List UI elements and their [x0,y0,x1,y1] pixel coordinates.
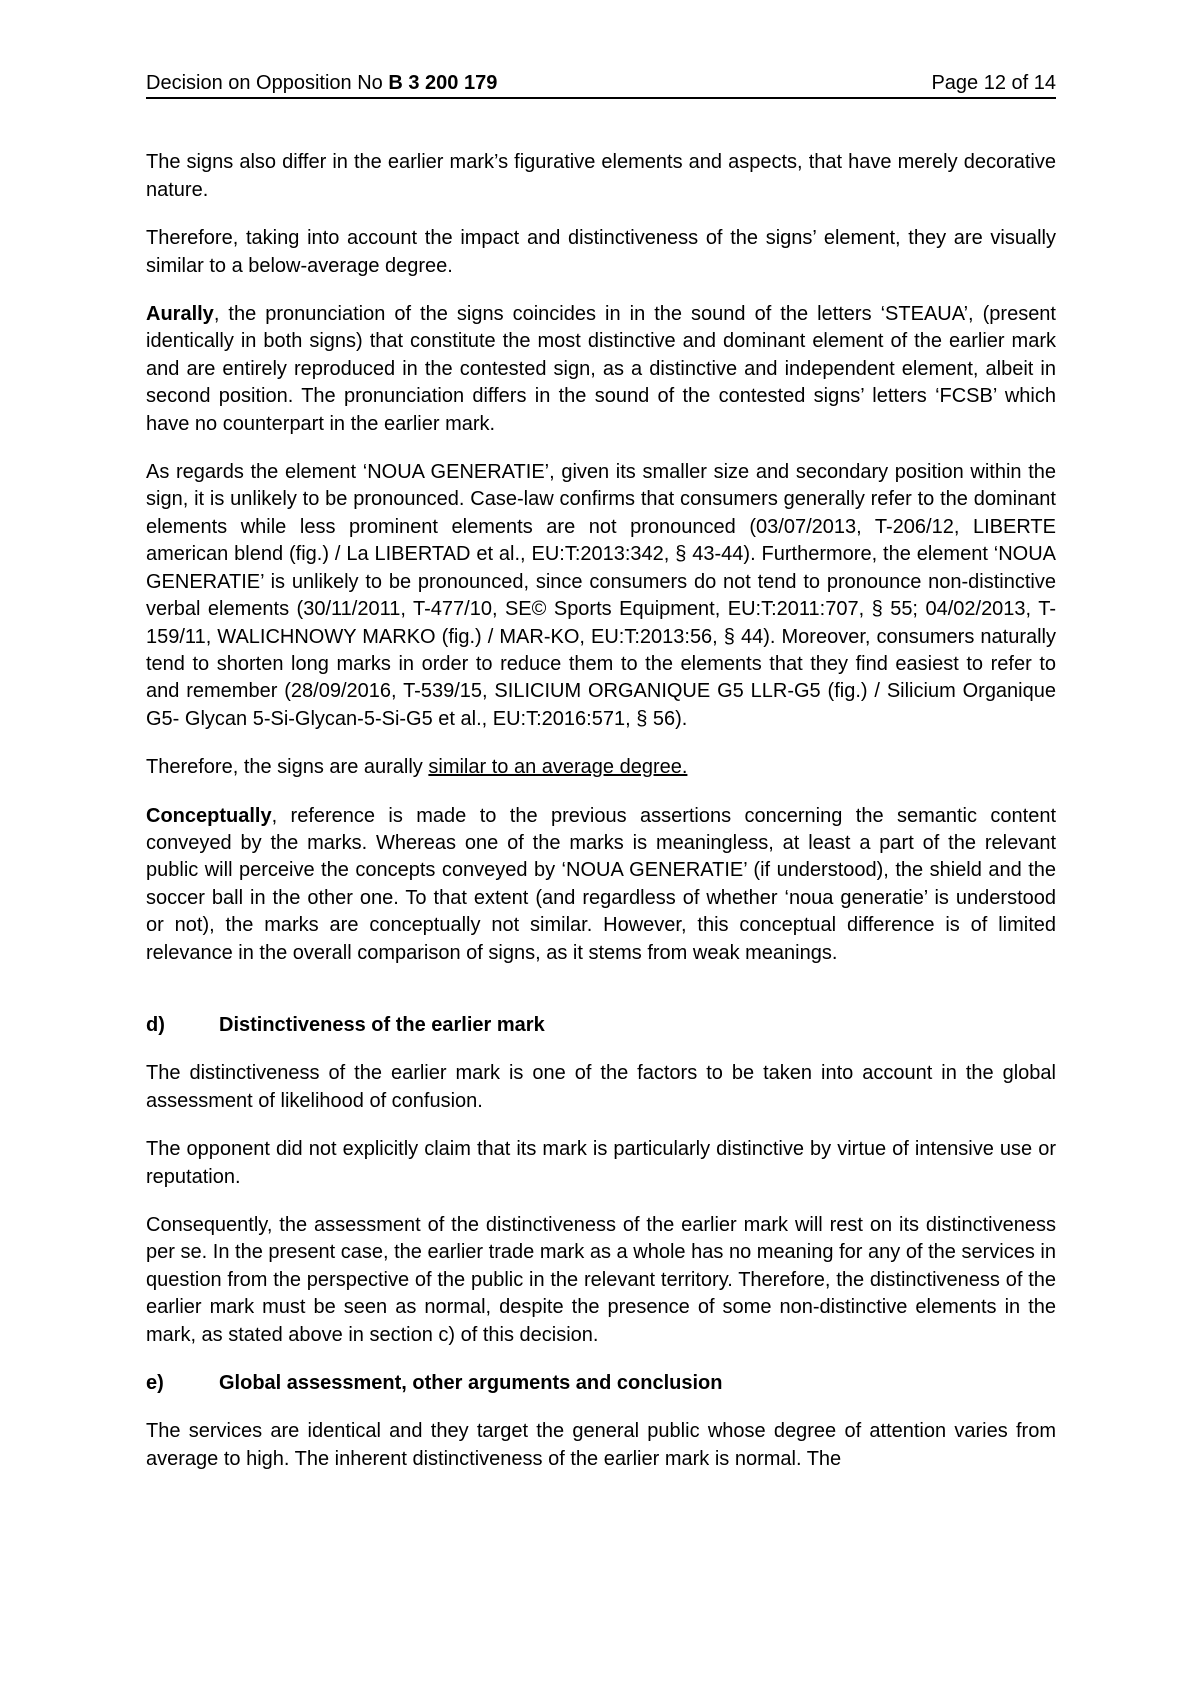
text-run: The signs also differ in the earlier mark’s figurative elements and aspects, that have merely decorative nature. [146,151,1056,201]
paragraph [146,301,1056,438]
header-page-indicator: Page 12 of 14 [931,72,1056,94]
document-body [146,149,1056,1473]
paragraph [146,1136,1056,1191]
section-title: Distinctiveness of the earlier mark [219,1013,545,1036]
paragraph [146,1212,1056,1349]
document-header [146,70,1056,99]
text-run: similar to an average degree. [428,756,688,779]
text-run: The opponent did not explicitly claim that its mark is particularly distinctive by virtue of intensive use or reputation. [146,1138,1056,1188]
text-run: Therefore, the signs are aurally [146,756,429,779]
text-run: The distinctiveness of the earlier mark is one of the factors to be taken into account in the global assessment of likelihood of confusion. [146,1062,1056,1112]
text-run: Aurally [146,303,214,326]
paragraph [146,149,1056,204]
section-label: d) [146,1013,165,1036]
header-title-prefix: Decision on Opposition No [146,72,389,94]
header-title [146,70,497,97]
section-title: Global assessment, other arguments and conclusion [219,1372,723,1395]
section-heading [146,1370,1056,1397]
paragraph [146,803,1056,967]
text-run: Therefore, taking into account the impact and distinctiveness of the signs’ element, they are visually similar to a below-average degree. [146,227,1056,277]
section-heading [146,1012,1056,1039]
paragraph [146,1060,1056,1115]
paragraph [146,459,1056,733]
section-label: e) [146,1372,164,1395]
paragraph [146,225,1056,280]
header-case-number: B 3 200 179 [388,72,498,94]
text-run: As regards the element ‘NOUA GENERATIE’, given its smaller size and secondary position within the sign, it is unlikely to be pronounced. Case-law confirms that consumers generally refer to the dominant elements while less prominent elements are not pronounced (03/07/2013, T-206/12, LIBERTE american blend (fig.) / La LIBERTAD et al., EU:T:2013:342, § 43-44). Furthermore, the element ‘NOUA GENERATIE’ is unlikely to be pronounced, since consumers do not tend to pronounce non-distinctive verbal elements (30/11/2011, T-477/10, SE© Sports Equipment, EU:T:2011:707, § 55; 04/02/2013, T-159/11, WALICHNOWY MARKO (fig.) / MAR-KO, EU:T:2013:56, § 44). Moreover, consumers naturally tend to shorten long marks in order to reduce them to the elements that they find easiest to refer to and remember (28/09/2016, T-539/15, SILICIUM ORGANIQUE G5 LLR-G5 (fig.) / Silicium Organique G5- Glycan 5-Si-Glycan-5-Si-G5 et al., EU:T:2016:571, § 56). [146,461,1056,730]
text-run: , the pronunciation of the signs coincides in in the sound of the letters ‘STEAUA’, (present identically in both signs) that constitute the most distinctive and dominant element of the earlier mark and are entirely reproduced in the contested sign, as a distinctive and independent element, albeit in second position. The pronunciation differs in the sound of the contested signs’ letters ‘FCSB’ which have no counterpart in the earlier mark. [146,303,1056,435]
text-run: Conceptually [146,804,272,827]
paragraph [146,1418,1056,1473]
text-run: Consequently, the assessment of the distinctiveness of the earlier mark will rest on its distinctiveness per se. In the present case, the earlier trade mark as a whole has no meaning for any of the services in question from the perspective of the public in the relevant territory. Therefore, the distinctiveness of the earlier mark must be seen as normal, despite the presence of some non-distinctive elements in the mark, as stated above in section c) of this decision. [146,1214,1056,1346]
text-run: , reference is made to the previous assertions concerning the semantic content conveyed by the marks. Whereas one of the marks is meaningless, at least a part of the relevant public will perceive the concepts conveyed by ‘NOUA GENERATIE’ (if understood), the shield and the soccer ball in the other one. To that extent (and regardless of whether ‘noua generatie’ is understood or not), the marks are conceptually not similar. However, this conceptual difference is of limited relevance in the overall comparison of signs, as it stems from weak meanings. [146,804,1056,964]
paragraph [146,754,1056,781]
text-run: The services are identical and they target the general public whose degree of attention varies from average to high. The inherent distinctiveness of the earlier mark is normal. The [146,1420,1056,1470]
